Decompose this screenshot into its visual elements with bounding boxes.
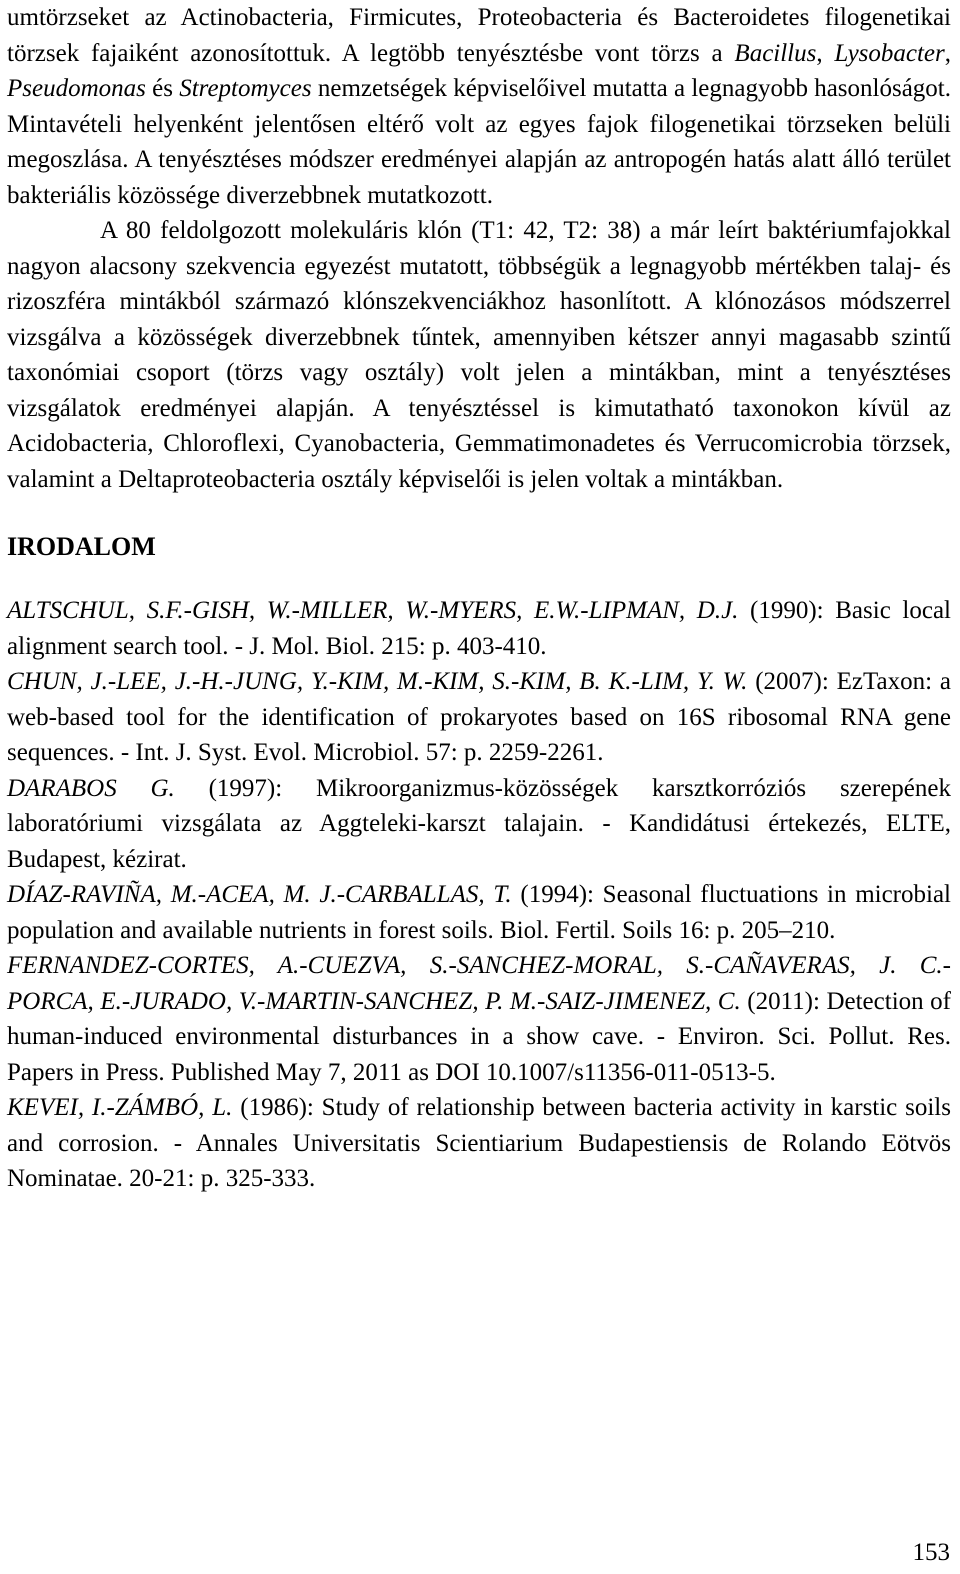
reference-item xyxy=(7,1090,951,1197)
reference-item xyxy=(7,771,951,878)
reference-authors: DARABOS G. xyxy=(7,774,175,802)
reference-item xyxy=(7,948,951,1090)
body-paragraph-1 xyxy=(7,0,951,213)
reference-details: (1986): Study of relationship between bacteria activity in karstic soils and corrosion. - Annales Universitatis Scientiarium Budapestiensis de Rolando Eötvös Nominatae. 20-21: p. 325-333. xyxy=(7,1094,951,1192)
genus-name: Pseudomonas xyxy=(7,75,146,102)
document-page xyxy=(7,0,951,1197)
genus-name: Bacillus xyxy=(734,39,817,67)
genus-name: Streptomyces xyxy=(179,75,312,102)
reference-item xyxy=(7,593,951,664)
paragraph-text: nemzetségek képviselőivel mutatta a legnagyobb hasonlóságot. Mintavételi helyenként jelentősen eltérő volt az egyes fajok filogenetikai törzseken belüli megoszlása. A tenyésztéses módszer eredményei alapján az antropogén hatás alatt álló terület bakteriális közössége diverzebbnek mutatkozott. xyxy=(7,75,951,209)
separator: és xyxy=(145,75,180,102)
separator: , xyxy=(816,39,835,67)
reference-details: (1994): Seasonal fluctuations in microbial population and available nutrients in forest soils. Biol. Fertil. Soils 16: p. 205–210. xyxy=(7,881,951,944)
reference-details: (2007): EzTaxon: a web-based tool for the identification of prokaryotes based on 16S ribosomal RNA gene sequences. - Int. J. Syst. Evol. Microbiol. 57: p. 2259-2261. xyxy=(7,668,951,766)
paragraph-text: umtörzseket az Actinobacteria, Firmicutes, Proteobacteria és Bacteroidetes filogenetikai törzsek fajaiként azonosítottuk. A legtöbb tenyésztésbe vont törzs a xyxy=(7,4,951,67)
reference-authors: FERNANDEZ-CORTES, A.-CUEZVA, S.-SANCHEZ-MORAL, S.-CAÑAVERAS, J. C.-PORCA, E.-JURADO, V.-MARTIN-SANCHEZ, P. M.-SAIZ-JIMENEZ, C. xyxy=(7,952,951,1015)
section-heading: IRODALOM xyxy=(7,532,156,561)
separator: , xyxy=(944,39,952,67)
reference-authors: CHUN, J.-LEE, J.-H.-JUNG, Y.-KIM, M.-KIM, S.-KIM, B. K.-LIM, Y. W. xyxy=(7,668,748,695)
reference-details: (2011): Detection of human-induced environmental disturbances in a show cave. - Environ. Sci. Pollut. Res. Papers in Press. Published May 7, 2011 as DOI 10.1007/s11356-011-0513-5. xyxy=(7,987,951,1086)
body-paragraph-2: A 80 feldolgozott molekuláris klón (T1: 42, T2: 38) a már leírt baktériumfajokkal nagyon alacsony szekvencia egyezést mutatott, többségük a legnagyobb mértékben talaj- és rizoszféra mintákból származó klónszekvenciákhoz hasonlított. A klónozásos módszerrel vizsgálva a közösségek diverzebbnek tűntek, amennyiben kétszer annyi magasabb szintű taxonómiai csoport (törzs vagy osztály) volt jelen a mintákban, mint a tenyésztéses vizsgálatok eredményei alapján. A tenyésztéssel is kimutatható taxonokon kívül az Acidobacteria, Chloroflexi, Cyanobacteria, Gemmatimonadetes és Verrucomicrobia törzsek, valamint a Deltaproteobacteria osztály képviselői is jelen voltak a mintákban. xyxy=(7,217,951,493)
reference-authors: DÍAZ-RAVIÑA, M.-ACEA, M. J.-CARBALLAS, T. xyxy=(7,881,512,908)
genus-name: Lysobacter xyxy=(834,39,945,67)
reference-details: (1997): Mikroorganizmus-közösségek karsztkorróziós szerepének laboratóriumi vizsgálata az Aggteleki-karszt talajain. - Kandidátusi értekezés, ELTE, Budapest, kézirat. xyxy=(7,774,951,873)
reference-authors: KEVEI, I.-ZÁMBÓ, L. xyxy=(7,1094,233,1121)
page-number: 153 xyxy=(912,1539,950,1566)
reference-item xyxy=(7,877,951,948)
reference-details: (1990): Basic local alignment search tool. - J. Mol. Biol. 215: p. 403-410. xyxy=(7,597,951,660)
reference-list xyxy=(7,593,951,1197)
reference-authors: ALTSCHUL, S.F.-GISH, W.-MILLER, W.-MYERS, E.W.-LIPMAN, D.J. xyxy=(7,597,739,624)
reference-item xyxy=(7,664,951,771)
